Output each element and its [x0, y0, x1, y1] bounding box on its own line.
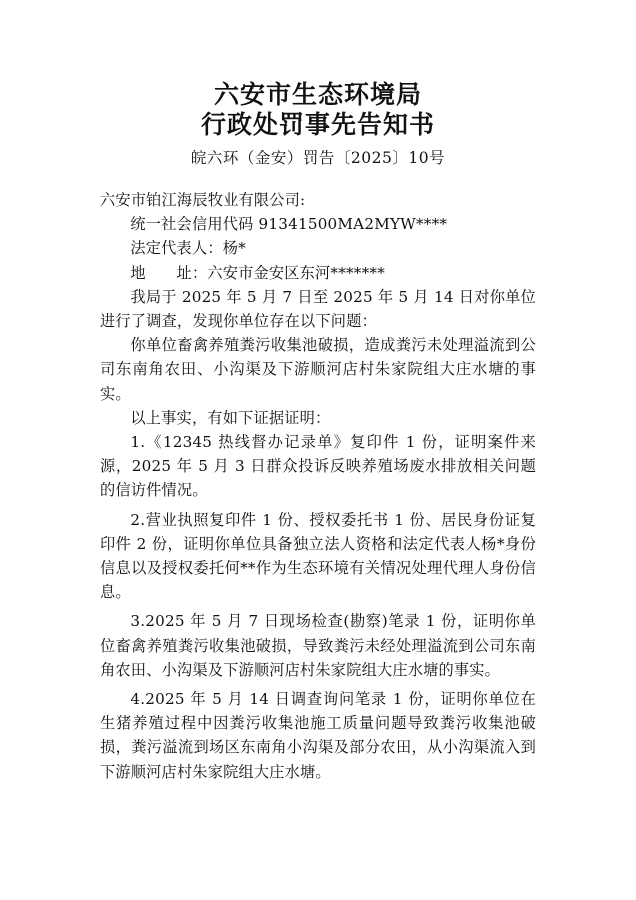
issuing-authority: 六安市生态环境局: [213, 80, 422, 109]
party-address: 地 址：六安市金安区东河*******: [130, 263, 385, 282]
document-title: 行政处罚事先告知书: [200, 110, 435, 139]
legal-representative: 法定代表人：杨*: [130, 239, 246, 258]
investigation-paragraph: 我局于 2025 年 5 月 7 日至 2025 年 5 月 14 日对你单位进行了调查，发现你单位存在以下问题：: [100, 287, 536, 331]
evidence-item-1: 1.《12345 热线督办记录单》复印件 1 份，证明案件来源，2025 年 5 月 3 日群众投诉反映养殖场废水排放相关问题的信访件情况。: [100, 433, 536, 500]
document-number: 皖六环（金安）罚告〔2025〕10号: [190, 149, 446, 167]
evidence-item-3: 3.2025 年 5 月 7 日现场检查(勘察)笔录 1 份，证明你单位畜禽养殖粪污收集池破损，导致粪污未经处理溢流到公司东南角农田、小沟渠及下游顺河店村朱家院组大庄水塘的事实。: [100, 612, 536, 679]
credit-code: 统一社会信用代码 91341500MA2MYW****: [130, 215, 448, 234]
addressee: 六安市铂江海辰牧业有限公司:: [100, 191, 306, 209]
evidence-item-2: 2.营业执照复印件 1 份、授权委托书 1 份、居民身份证复印件 2 份，证明你单位具备独立法人资格和法定代表人杨*身份信息以及授权委托何**作为生态环境有关情况处理代理人身份信息。: [100, 510, 536, 602]
notice-body: [100, 188, 536, 784]
evidence-intro: 以上事实，有如下证据证明：: [130, 408, 331, 427]
evidence-item-4: 4.2025 年 5 月 14 日调查询问笔录 1 份，证明你单位在生猪养殖过程中因粪污收集池施工质量问题导致粪污收集池破损，粪污溢流到场区东南角小沟渠及部分农田，从小沟渠流入到下游顺河店村朱家院组大庄水塘。: [100, 690, 536, 781]
problem-paragraph: 你单位畜禽养殖粪污收集池破损，造成粪污未处理溢流到公司东南角农田、小沟渠及下游顺河店村朱家院组大庄水塘的事实。: [100, 336, 536, 403]
